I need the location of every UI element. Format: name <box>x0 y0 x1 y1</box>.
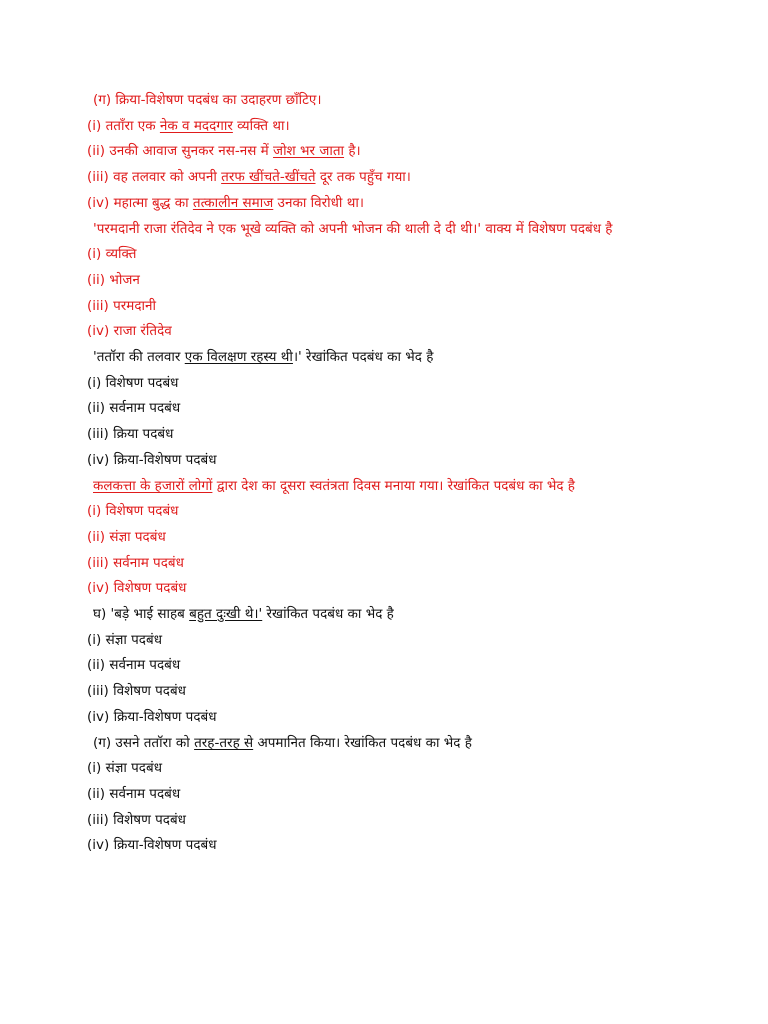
text-segment: घ) 'बड़े भाई साहब <box>93 606 190 623</box>
q4-option-1 <box>87 499 687 525</box>
text-segment: (ii) भोजन <box>87 271 140 288</box>
q5-option-4 <box>87 705 687 731</box>
q3-heading <box>87 345 687 371</box>
underlined-phrase: तरफ खींचते-खींचते <box>221 169 316 186</box>
text-segment: (ii) सर्वनाम पदबंध <box>87 400 181 417</box>
q2-heading <box>87 217 687 243</box>
text-segment: ।' रेखांकित पदबंध का भेद है <box>292 349 434 366</box>
q6-option-4 <box>87 833 687 859</box>
q1-option-1 <box>87 114 687 140</box>
q1-heading <box>87 88 687 114</box>
underlined-phrase: तरह-तरह से <box>194 734 254 751</box>
text-segment: (iii) वह तलवार को अपनी <box>87 169 222 186</box>
text-segment: (ii) सर्वनाम पदबंध <box>87 657 181 674</box>
text-segment: (iii) परमदानी <box>87 297 156 314</box>
q1-option-4 <box>87 191 687 217</box>
text-segment: (i) तताँरा एक <box>87 117 160 134</box>
text-segment: उनका विरोधी था। <box>273 194 364 211</box>
q5-heading <box>87 602 687 628</box>
text-segment: (iii) क्रिया पदबंध <box>87 426 174 443</box>
q3-option-3 <box>87 422 687 448</box>
underlined-phrase: एक विलक्षण रहस्य थी <box>184 349 293 366</box>
text-segment: (iii) विशेषण पदबंध <box>87 683 186 700</box>
text-segment: (iii) विशेषण पदबंध <box>87 811 186 828</box>
text-segment: (i) व्यक्ति <box>87 246 137 263</box>
text-segment: है। <box>344 143 361 160</box>
text-segment: (iv) विशेषण पदबंध <box>87 580 187 597</box>
text-segment: (ग) उसने ततॉरा को <box>93 734 195 751</box>
text-segment: 'परमदानी राजा रंतिदेव ने एक भूखे व्यक्ति को अपनी भोजन की थाली दे दी थी।' वाक्य में विशेषण पदबंध है <box>93 220 613 237</box>
text-segment: (i) संज्ञा पदबंध <box>87 631 162 648</box>
q1-option-3 <box>87 165 687 191</box>
q5-option-2 <box>87 653 687 679</box>
q6-option-2 <box>87 782 687 808</box>
text-segment: 'ततॉरा की तलवार <box>93 349 185 366</box>
text-segment: (iv) क्रिया-विशेषण पदबंध <box>87 451 217 468</box>
q6-option-3 <box>87 808 687 834</box>
text-segment: (iv) महात्मा बुद्ध का <box>87 194 193 211</box>
text-segment: (iv) क्रिया-विशेषण पदबंध <box>87 837 217 854</box>
question-list <box>87 88 687 859</box>
text-segment: (ii) सर्वनाम पदबंध <box>87 785 181 802</box>
text-segment: (i) विशेषण पदबंध <box>87 503 179 520</box>
q6-option-1 <box>87 756 687 782</box>
q5-option-1 <box>87 628 687 654</box>
q4-heading <box>87 474 687 500</box>
q3-option-4 <box>87 448 687 474</box>
q2-option-3 <box>87 294 687 320</box>
underlined-phrase: जोश भर जाता <box>273 143 345 160</box>
text-segment: व्यक्ति था। <box>232 117 290 134</box>
text-segment: (iv) क्रिया-विशेषण पदबंध <box>87 708 217 725</box>
underlined-phrase: नेक व मददगार <box>159 117 233 134</box>
text-segment: (ii) संज्ञा पदबंध <box>87 528 166 545</box>
text-segment: (i) विशेषण पदबंध <box>87 374 179 391</box>
underlined-phrase: बहुत दुःखी थे।' <box>189 606 263 623</box>
q6-heading <box>87 731 687 757</box>
q2-option-2 <box>87 268 687 294</box>
q5-option-3 <box>87 679 687 705</box>
text-segment: (iii) सर्वनाम पदबंध <box>87 554 184 571</box>
text-segment: दूर तक पहुँच गया। <box>315 169 411 186</box>
underlined-phrase: कलकत्ता के हजारों लोगों <box>93 477 213 494</box>
text-segment: अपमानित किया। रेखांकित पदबंध का भेद है <box>253 734 472 751</box>
q2-option-1 <box>87 242 687 268</box>
q4-option-2 <box>87 525 687 551</box>
text-segment: द्वारा देश का दूसरा स्वतंत्रता दिवस मनाया गया। रेखांकित पदबंध का भेद है <box>212 477 575 494</box>
underlined-phrase: तत्कालीन समाज <box>192 194 274 211</box>
text-segment: (ii) उनकी आवाज सुनकर नस-नस में <box>87 143 274 160</box>
q2-option-4 <box>87 319 687 345</box>
text-segment: (iv) राजा रंतिदेव <box>87 323 172 340</box>
q3-option-1 <box>87 371 687 397</box>
text-segment: (i) संज्ञा पदबंध <box>87 760 162 777</box>
q4-option-4 <box>87 576 687 602</box>
q3-option-2 <box>87 396 687 422</box>
text-segment: रेखांकित पदबंध का भेद है <box>262 606 394 623</box>
q1-option-2 <box>87 139 687 165</box>
text-segment: (ग) क्रिया-विशेषण पदबंध का उदाहरण छाँटिए। <box>93 92 322 108</box>
q4-option-3 <box>87 551 687 577</box>
